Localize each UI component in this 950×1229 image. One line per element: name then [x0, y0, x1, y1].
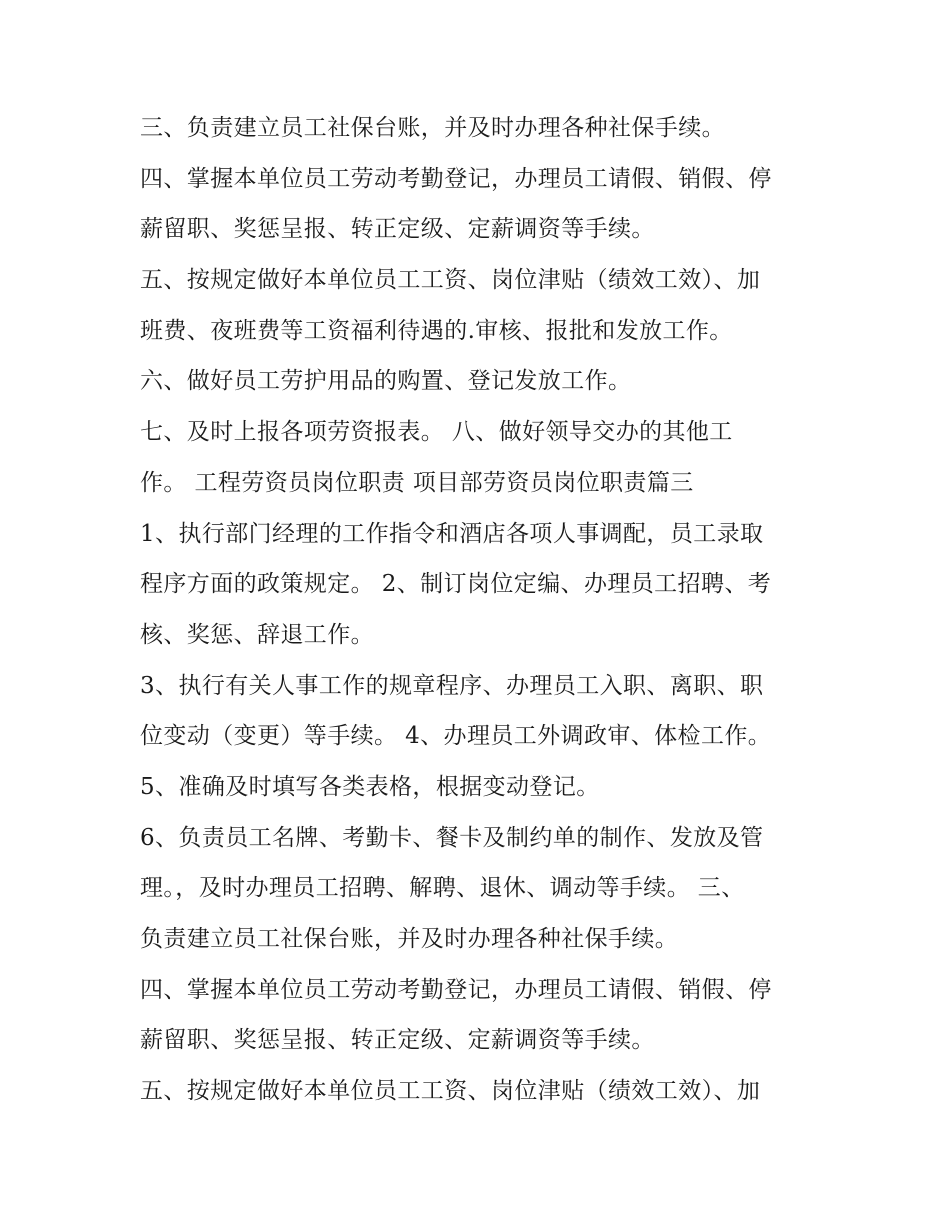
- text-line: 负责建立员工社保台账，并及时办理各种社保手续。: [140, 926, 679, 952]
- text-line: 六、做好员工劳护用品的购置、登记发放工作。: [140, 368, 632, 395]
- text-line: 五、按规定做好本单位员工工资、岗位津贴（绩效工效）、加: [140, 1078, 761, 1105]
- text-line: 七、及时上报各项劳资报表。 八、做好领导交办的其他工: [140, 419, 733, 446]
- document-body: [140, 103, 830, 1117]
- text-line: 薪留职、奖惩呈报、转正定级、定薪调资等手续。: [140, 216, 655, 243]
- text-line: 三、负责建立员工社保台账，并及时办理各种社保手续。: [140, 115, 725, 141]
- text-line: 5、准确及时填写各类表格，根据变动登记。: [140, 773, 600, 800]
- text-line: 五、按规定做好本单位员工工资、岗位津贴（绩效工效）、加: [140, 267, 761, 294]
- text-line: 作。 工程劳资员岗位职责 项目部劳资员岗位职责篇三: [140, 469, 694, 496]
- text-line: 四、掌握本单位员工劳动考勤登记，办理员工请假、销假、停: [140, 976, 772, 1003]
- text-line: 理。，及时办理员工招聘、解聘、退休、调动等手续。 三、: [140, 875, 745, 902]
- text-line: 班费、夜班费等工资福利待遇的.审核、报批和发放工作。: [140, 317, 733, 344]
- text-line: 位变动（变更）等手续。 4、办理员工外调政审、体检工作。: [140, 723, 772, 750]
- text-line: 程序方面的政策规定。 2、制订岗位定编、办理员工招聘、考: [140, 571, 772, 598]
- text-line: 1、执行部门经理的工作指令和酒店各项人事调配，员工录取: [140, 520, 764, 547]
- text-line: 四、掌握本单位员工劳动考勤登记，办理员工请假、销假、停: [140, 165, 772, 192]
- text-line: 3、执行有关人事工作的规章程序、办理员工入职、离职、职: [140, 672, 764, 699]
- text-line: 薪留职、奖惩呈报、转正定级、定薪调资等手续。: [140, 1027, 655, 1054]
- text-line: 核、奖惩、辞退工作。: [140, 621, 374, 648]
- text-line: 6、负责员工名牌、考勤卡、餐卡及制约单的制作、发放及管: [140, 824, 764, 851]
